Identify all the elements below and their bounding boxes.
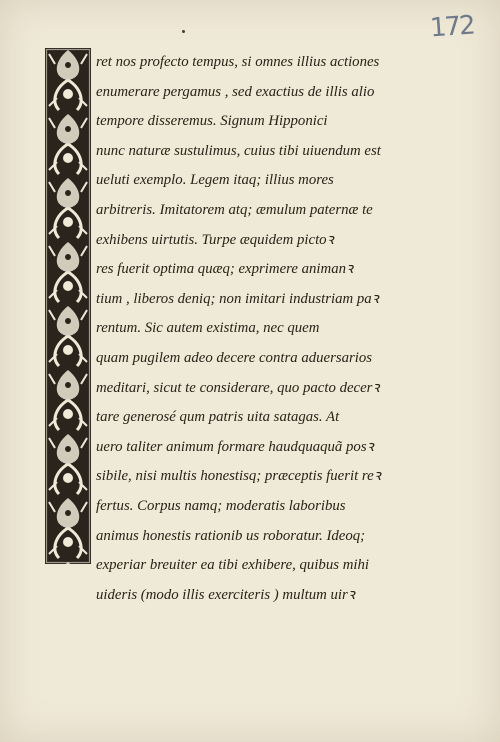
text-line: quam pugilem adeo decere contra aduersarios [96,349,373,366]
text-line: meditari, sicut te considerare, quo pacto decerꝛ [96,379,380,396]
text-line: sibile, nisi multis honestisq; præceptis fuerit reꝛ [96,468,381,485]
text-line: tempore disseremus. Signum Hipponici [96,113,328,130]
text-line: tare generosé qum patris uita satagas. At [96,409,340,426]
text-line: animus honestis rationib us roboratur. Ideoq; [96,527,366,544]
text-line: res fuerit optima quæq; exprimere animanꝛ [96,261,354,278]
text-line: uideris (modo illis exerciteris ) multum uirꝛ [96,586,355,603]
text-line: nunc naturæ sustulimus, cuius tibi uiuendum est [96,142,381,159]
text-line: ret nos profecto tempus, si omnes illius actiones [96,54,380,70]
text-line: arbitreris. Imitatorem atq; æmulum paternæ te [96,201,373,218]
text-line: uero taliter animum formare haudquaquã posꝛ [96,438,374,455]
text-line: experiar breuiter ea tibi exhibere, quibus mihi [96,557,369,574]
text-line: exhibens uirtutis. Turpe æquidem pictoꝛ [96,231,334,248]
ink-speck [182,30,185,33]
folio-number: 172 [429,10,475,44]
text-line: fertus. Corpus namq; moderatis laboribus [96,497,346,514]
woodcut-border-ornament [45,48,91,564]
text-line: enumerare pergamus , sed exactius de illis alio [96,83,375,100]
text-line: tium , liberos deniq; non imitari industriam paꝛ [96,290,379,307]
text-line: ueluti exemplo. Legem itaq; illius mores [96,172,334,189]
text-line: rentum. Sic autem existima, nec quem [96,320,320,337]
text-block [96,48,486,610]
